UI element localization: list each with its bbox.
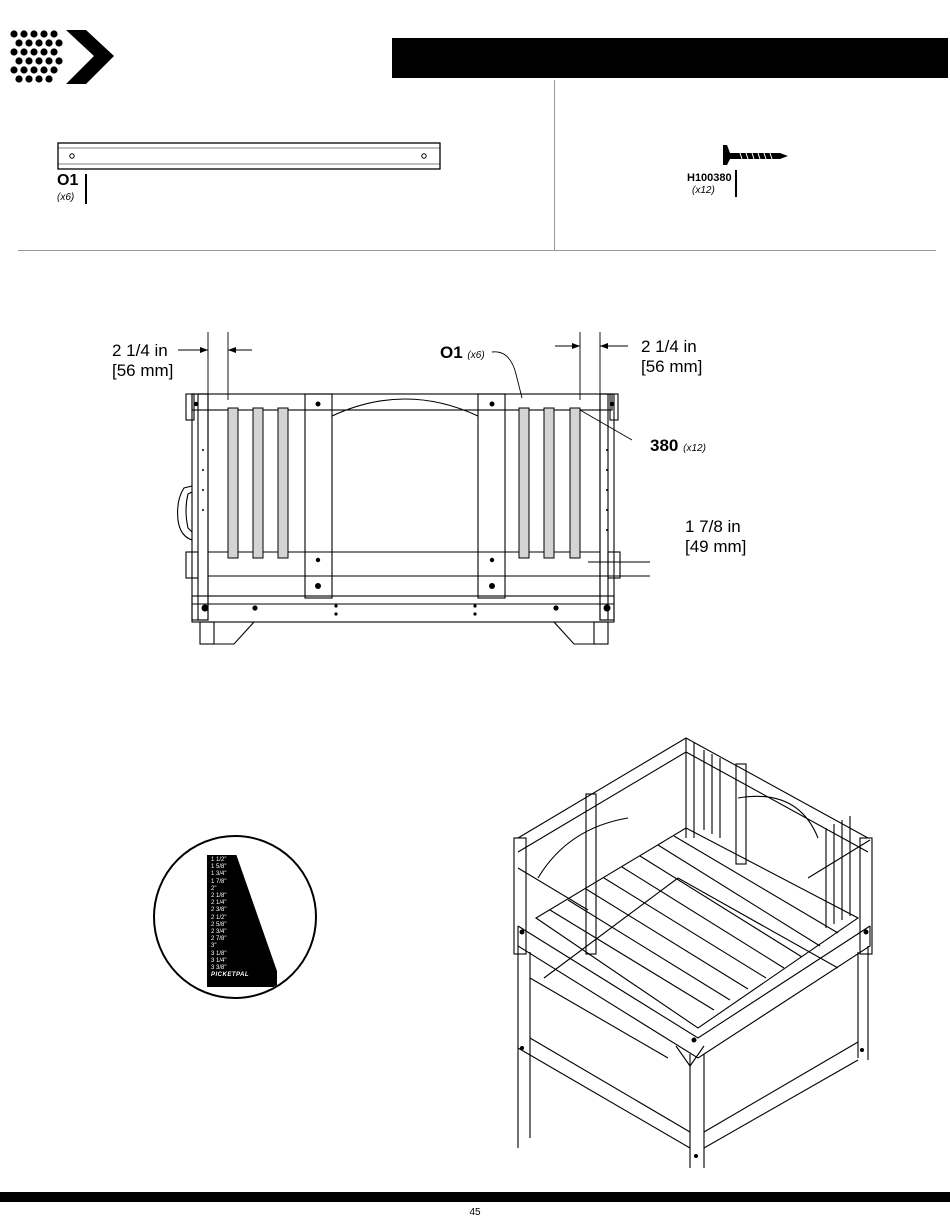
screw-part-tick: [735, 170, 737, 197]
gauge-row: 2 3/4": [211, 929, 227, 936]
gauge-row: 2": [211, 885, 217, 892]
front-view-diagram: [170, 330, 650, 650]
footer-bar: [0, 1192, 950, 1202]
callout-board: [440, 343, 485, 363]
gauge-row: 3 3/8": [211, 965, 227, 972]
gauge-row: 2 3/8": [211, 907, 227, 914]
board-part-drawing: [55, 140, 445, 172]
picket-gauge: [153, 835, 317, 999]
dim-right-metric: [56 mm]: [641, 357, 703, 376]
page-number: 45: [469, 1207, 481, 1218]
gauge-row: 3": [211, 943, 217, 950]
dim-left-imperial: 2 1/4 in: [112, 341, 168, 360]
board-part-tick: [85, 174, 87, 204]
header-bar: [392, 38, 948, 78]
callout-screw-qty: (x12): [683, 443, 706, 454]
gauge-row: 2 1/8": [211, 893, 227, 900]
screw-part-label: H100380: [687, 172, 732, 184]
callout-screw: [650, 436, 706, 456]
callout-screw-label: 380: [650, 436, 679, 455]
board-part-label: O1: [57, 172, 79, 189]
screw-part-qty: (x12): [692, 185, 715, 196]
dim-left-metric: [56 mm]: [112, 361, 174, 380]
gauge-row: 1 5/8": [211, 864, 227, 871]
gauge-row: 2 1/2": [211, 914, 227, 921]
gauge-brand: PICKETPAL: [211, 972, 250, 979]
gauge-row: 2 7/8": [211, 936, 227, 943]
picket-gauge-rows: [211, 857, 277, 979]
callout-board-qty: (x6): [467, 350, 485, 361]
parts-divider-vertical: [554, 80, 555, 250]
gauge-row: 3 1/4": [211, 957, 227, 964]
screw-part-drawing: [720, 144, 790, 166]
gauge-row: 2 1/4": [211, 900, 227, 907]
board-part-qty: (x6): [57, 192, 75, 203]
isometric-assembly-diagram: [508, 728, 880, 1170]
gauge-row: 1 3/4": [211, 871, 227, 878]
gauge-row: 1 7/8": [211, 878, 227, 885]
dim-bottom-imperial: 1 7/8 in: [685, 517, 741, 536]
brand-logo: [6, 26, 118, 88]
parts-divider-horizontal: [18, 250, 936, 251]
gauge-row: 1 1/2": [211, 857, 227, 863]
gauge-row: 3 1/8": [211, 950, 227, 957]
gauge-row: 2 5/8": [211, 921, 227, 928]
dim-bottom-metric: [49 mm]: [685, 537, 747, 556]
dim-right-imperial: 2 1/4 in: [641, 337, 697, 356]
callout-board-label: O1: [440, 343, 463, 362]
